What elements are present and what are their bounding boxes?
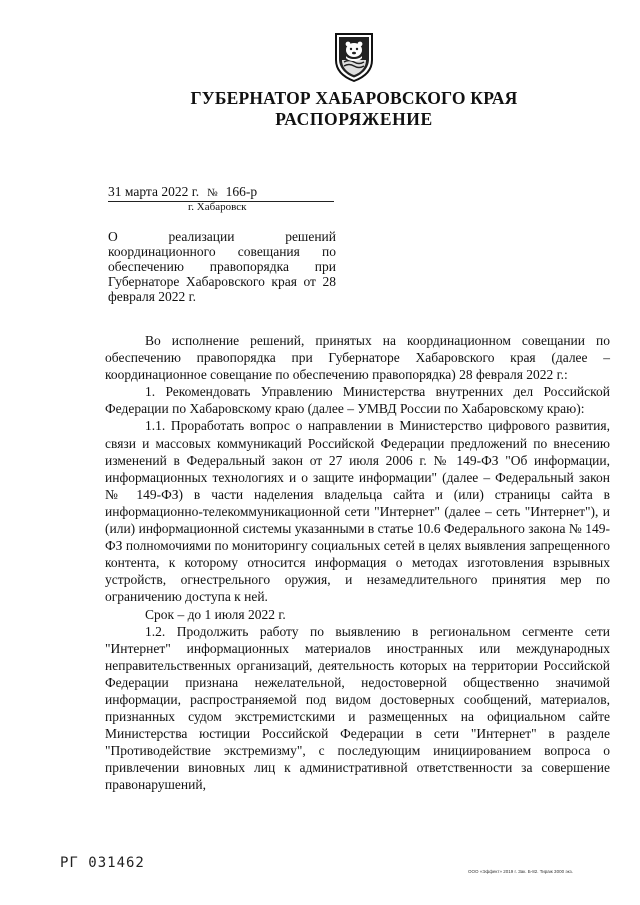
document-date: 31 марта 2022 г. (108, 184, 200, 199)
date-number-line (108, 184, 257, 200)
body-paragraph-4: Срок – до 1 июля 2022 г. (145, 606, 286, 622)
number-sign: № (207, 187, 218, 199)
subject-line-1: О реализации решений (108, 229, 336, 244)
document-body (105, 332, 610, 794)
coat-of-arms-icon (332, 30, 376, 82)
document-subject (108, 229, 336, 304)
registration-mark: РГ 031462 (60, 855, 145, 871)
body-paragraph-5: 1.2. Продолжить работу по выявлению в региональном сегменте сети "Интернет" информационных материалов иностранных или международных неправительственных организаций, деятельность которых на территории Российской Федерации признана нежелательной, недостоверной общественно значимой информации, распространяемой под видом достоверных сообщений, материалов, признанных судом экстремистскими и размещенных на официальном сайте Министерства юстиции Российской Федерации в сети "Интернет" в разделе "Противодействие экстремизму", с последующим инициированием вопроса о привлечении виновных лиц к административной ответственности за совершение правонарушений, (105, 623, 610, 793)
document-type: РАСПОРЯЖЕНИЕ (275, 109, 433, 129)
governor-title: ГУБЕРНАТОР ХАБАРОВСКОГО КРАЯ (190, 88, 518, 108)
body-paragraph-1: Во исполнение решений, принятых на координационном совещании по обеспечению правопорядка при Губернаторе Хабаровского края (далее – координационное совещание по обеспечению правопорядка) 28 февраля 2022 г.: (105, 333, 610, 383)
body-paragraph-3: 1.1. Проработать вопрос о направлении в Министерство цифрового развития, связи и массовых коммуникаций Российской Федерации предложений по внесению изменений в Федеральный закон от 27 июля 2006 г. № 149-ФЗ "Об информации, информационных технологиях и о защите информации" (далее – Федеральный закон № 149-ФЗ) в части наделения владельца сайта и (или) страницы сайта в информационно-телекоммуникационной сети "Интернет" (далее – сеть "Интернет"), и (или) информационной системы указанными в статье 10.6 Федерального закона № 149-ФЗ полномочиями по мониторингу социальных сетей в целях выявления запрещенного контента, к которому относится информация о методах изготовления взрывных устройств, огнестрельного оружия, и незамедлительного принятия мер по ограничению доступа к ней. (105, 418, 610, 605)
city-label: г. Хабаровск (188, 201, 247, 213)
body-paragraph-2: 1. Рекомендовать Управлению Министерства внутренних дел Российской Федерации по Хабаровскому краю (далее – УМВД России по Хабаровскому краю): (105, 384, 610, 417)
subject-line-2: координационного совещания по обеспечению правопорядка при Губернаторе Хабаровского края от 28 февраля 2022 г. (108, 244, 336, 304)
printer-info: ООО «Эффект» 2019 г. Зак. Б-82. Тираж 3000 экз. (468, 869, 573, 874)
document-number: 166-р (225, 184, 258, 199)
